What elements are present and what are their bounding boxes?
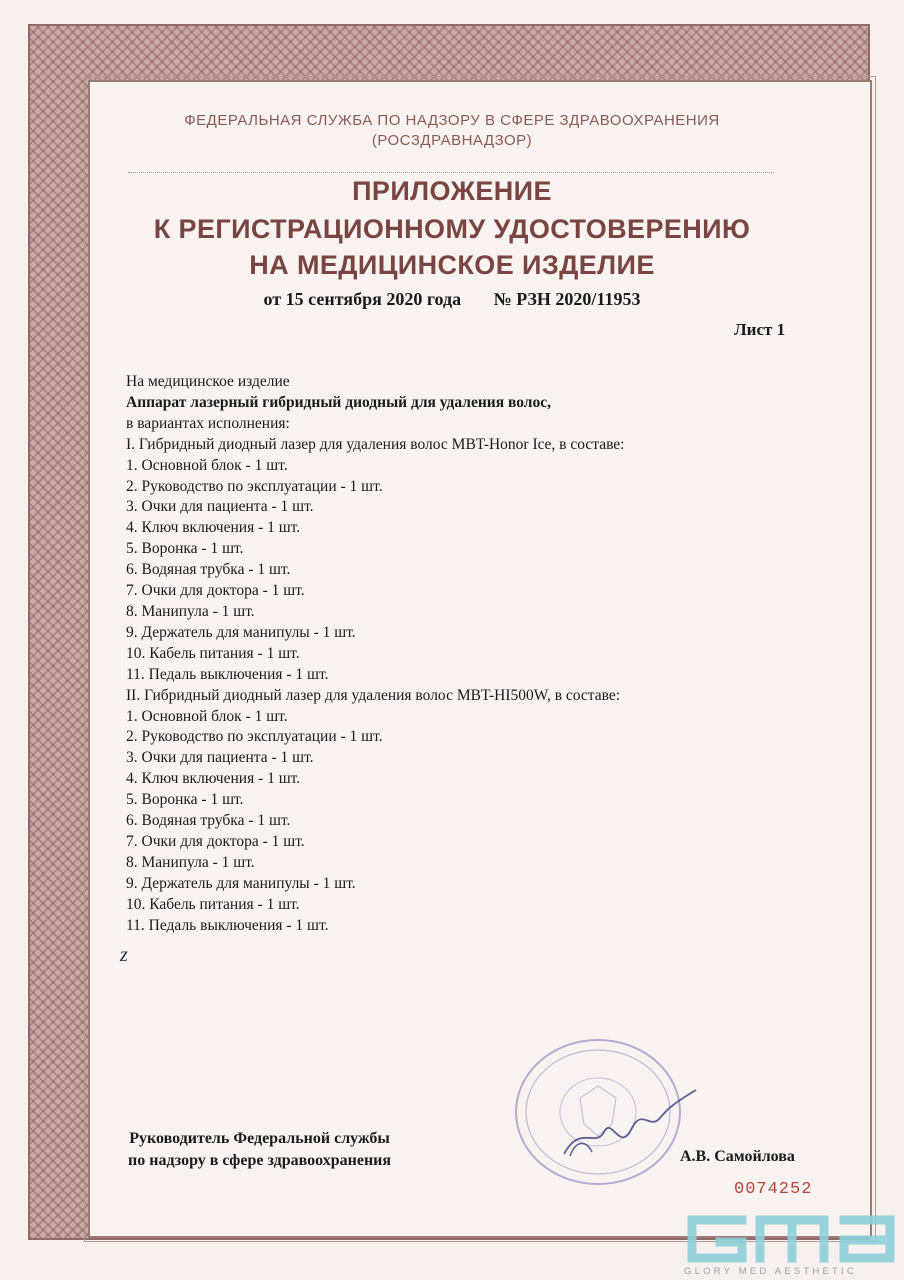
agency-short-name: (РОСЗДРАВНАДЗОР) bbox=[371, 132, 533, 149]
date-number-line bbox=[0, 289, 904, 310]
variants-label: в вариантах исполнения: bbox=[126, 414, 290, 432]
position-line-2: по надзору в сфере здравоохранения bbox=[128, 1152, 392, 1169]
variant2-item: 1. Основной блок - 1 шт. bbox=[126, 707, 288, 725]
intro-text: На медицинское изделие bbox=[126, 373, 290, 390]
variant2-item: 8. Манипула - 1 шт. bbox=[126, 853, 255, 871]
document-number: № РЗН 2020/11953 bbox=[493, 289, 641, 309]
logo-tagline: GLORY MED AESTHETIC bbox=[684, 1266, 857, 1277]
variant1-item: 4. Ключ включения - 1 шт. bbox=[126, 519, 301, 537]
variant-1-title: I. Гибридный диодный лазер для удаления волос MBT-Honor Ice, в составе: bbox=[126, 435, 625, 453]
variant-2-title: II. Гибридный диодный лазер для удаления волос MBT-HI500W, в составе: bbox=[126, 686, 621, 704]
variant1-item: 11. Педаль выключения - 1 шт. bbox=[126, 665, 329, 683]
variant2-item: 5. Воронка - 1 шт. bbox=[126, 791, 244, 809]
handwritten-mark: z bbox=[120, 944, 128, 966]
variant1-item: 5. Воронка - 1 шт. bbox=[126, 540, 244, 558]
variant2-item: 3. Очки для пациента - 1 шт. bbox=[126, 749, 314, 767]
variant1-item: 6. Водяная трубка - 1 шт. bbox=[126, 561, 291, 579]
variant1-item: 9. Держатель для манипулы - 1 шт. bbox=[126, 623, 356, 641]
signatory-name: А.В. Самойлова bbox=[680, 1148, 795, 1165]
variant2-item: 9. Держатель для манипулы - 1 шт. bbox=[126, 874, 356, 892]
variant-2-list bbox=[126, 707, 766, 937]
variant1-item: 3. Очки для пациента - 1 шт. bbox=[126, 498, 314, 516]
variant1-item: 8. Манипула - 1 шт. bbox=[126, 602, 255, 620]
variant2-item: 4. Ключ включения - 1 шт. bbox=[126, 770, 301, 788]
serial-number: 0074252 bbox=[734, 1180, 813, 1199]
document-date: от 15 сентября 2020 года bbox=[263, 289, 462, 309]
title-line-1: ПРИЛОЖЕНИЕ bbox=[352, 176, 552, 206]
variant1-item: 1. Основной блок - 1 шт. bbox=[126, 456, 288, 474]
official-seal-stamp bbox=[500, 1028, 700, 1198]
variant2-item: 11. Педаль выключения - 1 шт. bbox=[126, 916, 329, 934]
header-divider bbox=[128, 172, 774, 173]
variant1-item: 7. Очки для доктора - 1 шт. bbox=[126, 582, 305, 600]
variant2-item: 10. Кабель питания - 1 шт. bbox=[126, 895, 300, 913]
position-line-1: Руководитель Федеральной службы bbox=[129, 1130, 390, 1147]
variant2-item: 7. Очки для доктора - 1 шт. bbox=[126, 832, 305, 850]
sheet-number: Лист 1 bbox=[734, 320, 786, 339]
variant2-item: 6. Водяная трубка - 1 шт. bbox=[126, 812, 291, 830]
signatory-position bbox=[128, 1128, 391, 1172]
title-line-3: НА МЕДИЦИНСКОЕ ИЗДЕЛИЕ bbox=[249, 250, 655, 280]
variant2-item: 2. Руководство по эксплуатации - 1 шт. bbox=[126, 728, 383, 746]
device-name: Аппарат лазерный гибридный диодный для удаления волос, bbox=[126, 393, 551, 411]
document-body bbox=[126, 372, 766, 936]
variant-1-list bbox=[126, 456, 766, 686]
variant1-item: 2. Руководство по эксплуатации - 1 шт. bbox=[126, 477, 383, 495]
variant1-item: 10. Кабель питания - 1 шт. bbox=[126, 644, 300, 662]
title-line-2: К РЕГИСТРАЦИОННОМУ УДОСТОВЕРЕНИЮ bbox=[153, 214, 751, 244]
agency-name: ФЕДЕРАЛЬНАЯ СЛУЖБА ПО НАДЗОРУ В СФЕРЕ ЗДРАВООХРАНЕНИЯ bbox=[184, 112, 720, 129]
